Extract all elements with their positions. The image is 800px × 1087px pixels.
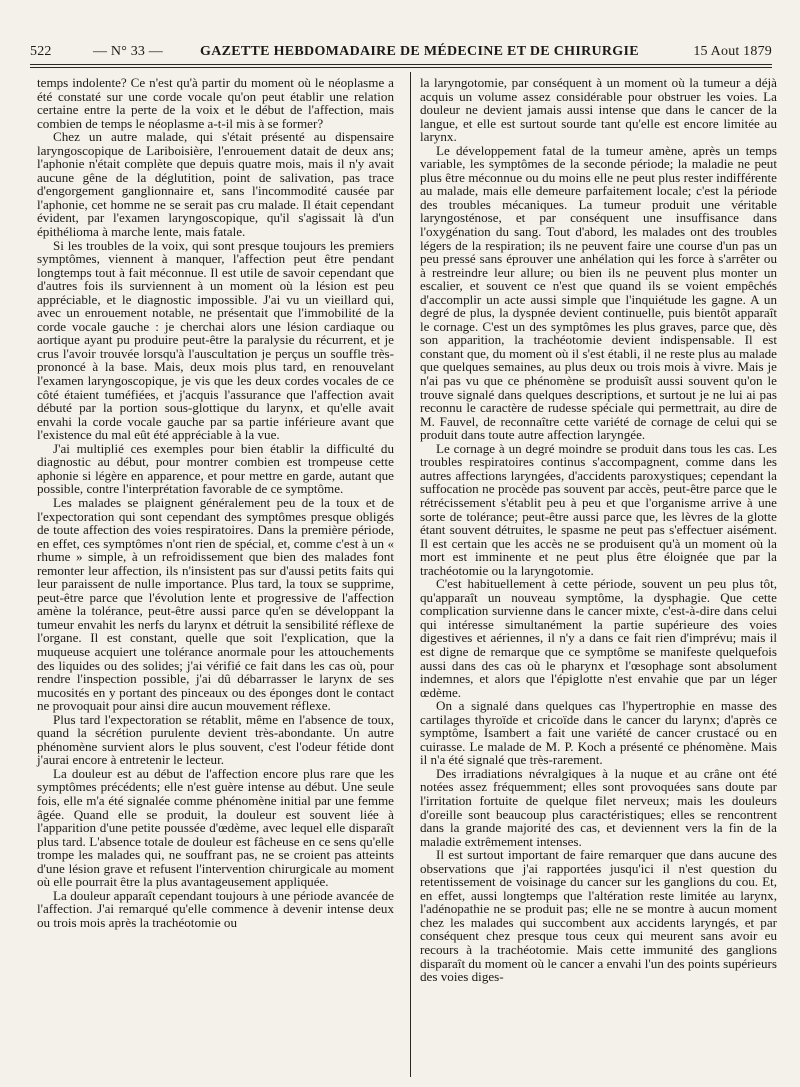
paragraph: J'ai multiplié ces exemples pour bien établir la difficulté du diagnostic au début, pour montrer combien est trompeuse cette aphonie si légère en apparence, et pour mettre en garde, autant que possible, contre l'interprétation favorable de ce symptôme. xyxy=(37,440,394,497)
paragraph: temps indolente? Ce n'est qu'à partir du moment où le néoplasme a été constaté sur une corde vocale qu'on peut établir une relation certaine entre la perte de la voix et le début de l'affection, mais combien de temps le néoplasme a-t-il mis à se former? xyxy=(37,75,394,131)
paragraph: La douleur apparaît cependant toujours à une période avancée de l'affection. J'ai remarqué qu'elle commence à devenir intense deux ou trois mois après la trachéotomie ou xyxy=(37,887,394,930)
paragraph: Il est surtout important de faire remarquer que dans aucune des observations que j'ai rapportées jusqu'ici il n'est question du retentissement de voisinage du cancer sur les ganglions du cou. Et, en effet, aussi longtemps que l'altération reste limitée au larynx, l'adénopathie ne se produit pas; elle ne se montre à aucun moment chez les malades qui succombent aux accidents laryngés, et par conséquent chez presque tous ceux qui meurent sans avoir eu recours à la trachéotomie. Mais cette immunité des ganglions disparaît du moment où le cancer a envahi l'un des points supérieurs des voies diges- xyxy=(420,847,777,985)
paragraph: Des irradiations névralgiques à la nuque et au crâne ont été notées assez fréquemment; elles sont provoquées sans doute par l'irritation fortuite de quelque filet nerveux; mais les douleurs d'oreille sont beaucoup plus caractéristiques; elles se rencontrent dans la grande majorité des cas, et deviennent vers la fin de la maladie extrêmement intenses. xyxy=(420,765,777,849)
right-column xyxy=(420,76,777,984)
paragraph: Plus tard l'expectoration se rétablit, même en l'absence de toux, quand la sécrétion purulente devient très-abondante. Un autre phénomène survient alors le plus souvent, c'est l'odeur fétide dont j'aurai encore à entretenir le lecteur. xyxy=(37,711,394,768)
column-divider xyxy=(410,72,411,1077)
running-header xyxy=(30,42,772,62)
paragraph: la laryngotomie, par conséquent à un moment où la tumeur a déjà acquis un volume assez considérable pour obstruer les voies. La douleur ne devient jamais aussi intense que dans le cancer de la langue, et elle est surtout sourde tant qu'elle est encore limitée au larynx. xyxy=(420,75,777,145)
paragraph: Les malades se plaignent généralement peu de la toux et de l'expectoration qui sont cependant des symptômes presque obligés de toute affection des voies respiratoires. Dans la première période, en effet, ces symptômes n'ont rien de spécial, et, comme c'est à un « rhume » simple, à un refroidissement que bien des malades font remonter leur affection, ils n'insistent pas sur d'aussi petits faits qui leur paraissent de nulle importance. Plus tard, la toux se supprime, peut-être parce que l'évolution lente et progressive de l'affection amène la tolérance, peut-être aussi parce qu'en se développant la tumeur envahit les nerfs du larynx et détruit la sensibilité réflexe de l'organe. Il est constant, quelle que soit l'explication, que la muqueuse acquiert une tolérance anormale pour les attouchements des liquides ou des solides; j'ai vérifié ce fait dans les cas où, pour rendre l'inspection possible, j'ai dû débarrasser le larynx de ses mucosités en y portant des pinceaux ou des éponges dont le contact ne provoquait pour ainsi dire aucun mouvement réflexe. xyxy=(37,494,394,714)
paragraph: Le cornage à un degré moindre se produit dans tous les cas. Les troubles respiratoires continus s'accompagnent, comme dans les autres affections laryngées, d'accidents paroxystiques; cependant la suffocation ne procède pas souvent par accès, peut-être parce que le rétrécissement s'établit peu à peu et que l'organisme arrive à une sorte de tolérance; peut-être aussi parce que, les lèvres de la glotte étant souvent détruites, le spasme ne peut pas s'effectuer aisément. Il est certain que les accès ne se produisent qu'à un moment où la mort est imminente et ne peut plus être éloignée que par la trachéotomie ou la laryngotomie. xyxy=(420,440,777,578)
paragraph: Le développement fatal de la tumeur amène, après un temps variable, les symptômes de la seconde période; la maladie ne peut plus être méconnue ou du moins elle ne peut plus rester indifférente au malade, mais elle demeure parfaitement locale; c'est la période des troubles mécaniques. La tumeur produit une véritable laryngosténose, et par conséquent une insuffisance dans l'oxygénation du sang. Tout d'abord, les malades ont des troubles légers de la respiration; ils ne peuvent faire une course d'un pas un peu pressé sans éprouver une anhélation qui les force à s'arrêter ou à restreindre leur allure; ou bien ils ne peuvent plus monter un escalier, et souvent ce n'est que quand ils se voient empêchés d'accomplir un acte aussi simple que l'inquiétude les gagne. A un degré de plus, la dyspnée devient continuelle, puis bientôt apparaît le cornage. C'est un des symptômes les plus graves, parce que, dès son apparition, la trachéotomie devient indispensable. Il est constant que, du moment où il s'est établi, il ne reste plus au malade que quelques semaines, au plus deux ou trois mois à vivre. Mais je n'ai pas vu que ce phénomène se produisît aussi souvent qu'on le trouve signalé dans quelques descriptions, et surtout je ne lui ai pas reconnu le caractère de rudesse spéciale qui permettrait, au dire de M. Fauvel, de reconnaître cette variété de cornage de celui qui se produit dans toute autre affection laryngée. xyxy=(420,142,777,443)
journal-title: GAZETTE HEBDOMADAIRE DE MÉDECINE ET DE CHIRURGIE xyxy=(200,44,639,59)
header-rule-top xyxy=(30,64,772,65)
paragraph: C'est habituellement à cette période, souvent un peu plus tôt, qu'apparaît un nouveau symptôme, la dysphagie. Que cette complication survienne dans le cancer mixte, c'est-à-dire dans celui qui intéresse simultanément la partie supérieure des voies digestives et aériennes, il n'y a dans ce fait rien d'imprévu; mais il est digne de remarque que ce symptôme se manifeste quelquefois aussi dans des cas où le pharynx et l'œsophage sont absolument indemnes, et alors que l'épiglotte n'est envahie que par un léger œdème. xyxy=(420,576,777,700)
paragraph: Chez un autre malade, qui s'était présenté au dispensaire laryngoscopique de Lariboisière, l'enrouement datait de deux ans; l'aphonie n'était complète que depuis quatre mois, mais il n'y avait aucune gêne de la déglutition, point de salivation, pas trace d'engorgement ganglionnaire et, sans l'incommodité causée par l'aphonie, cet homme ne se serait pas cru malade. Il était cependant évident, par l'examen laryngoscopique, qu'il s'agissait là d'un épithélioma à marche lente, mais fatale. xyxy=(37,129,394,240)
paragraph: On a signalé dans quelques cas l'hypertrophie en masse des cartilages thyroïde et cricoïde dans le cancer du larynx; d'après ce symptôme, Isambert a fait une variété de cancer crustacé ou en cuirasse. Le malade de M. P. Koch a présenté ce phénomène. Mais il n'a été signalé que très-rarement. xyxy=(420,698,777,768)
paragraph: Si les troubles de la voix, qui sont presque toujours les premiers symptômes, viennent à manquer, l'affection peut être pendant longtemps tout à fait méconnue. Il est utile de savoir cependant que d'autres fois ils surviennent à un moment où la lésion est peu appréciable, et le diagnostic impossible. J'ai vu un vieillard qui, avec un enrouement notable, ne présentait que l'immobilité de la corde vocale gauche : je cherchai alors une lésion cardiaque ou aortique ayant pu produire peut-être la paralysie du récurrent, et je crus l'avoir trouvée lorsqu'à l'auscultation je perçus un souffle très-prononcé à la base. Mais, deux mois plus tard, en renouvelant l'examen laryngoscopique, je vis que les deux cordes vocales de ce côté étaient tuméfiées, et j'acquis l'assurance que l'affection avait débuté par la portion sous-glottique du larynx, et qu'elle avait envahi la corde vocale gauche par sa partie inférieure avant que l'existence du mal eût été appréciable à la vue. xyxy=(37,237,394,443)
paragraph: La douleur est au début de l'affection encore plus rare que les symptômes précédents; elle n'est guère intense au début. Une seule fois, elle m'a été signalée comme phénomène initial par une femme âgée. Quand elle se produit, la douleur est souvent liée à l'apparition d'une petite poussée d'œdème, avec lequel elle disparaît plus tard. L'absence totale de douleur est fâcheuse en ce sens qu'elle trompe les malades qui, ne souffrant pas, ne se croient pas atteints d'une lésion grave et refusent l'intervention chirurgicale au moment où elle pourrait être la plus avantageusement appliquée. xyxy=(37,765,394,890)
issue-number: — N° 33 — xyxy=(93,44,164,59)
header-rule-bottom xyxy=(30,67,772,68)
left-column xyxy=(37,76,394,929)
issue-date: 15 Aout 1879 xyxy=(693,44,772,59)
page-number: 522 xyxy=(30,44,52,59)
